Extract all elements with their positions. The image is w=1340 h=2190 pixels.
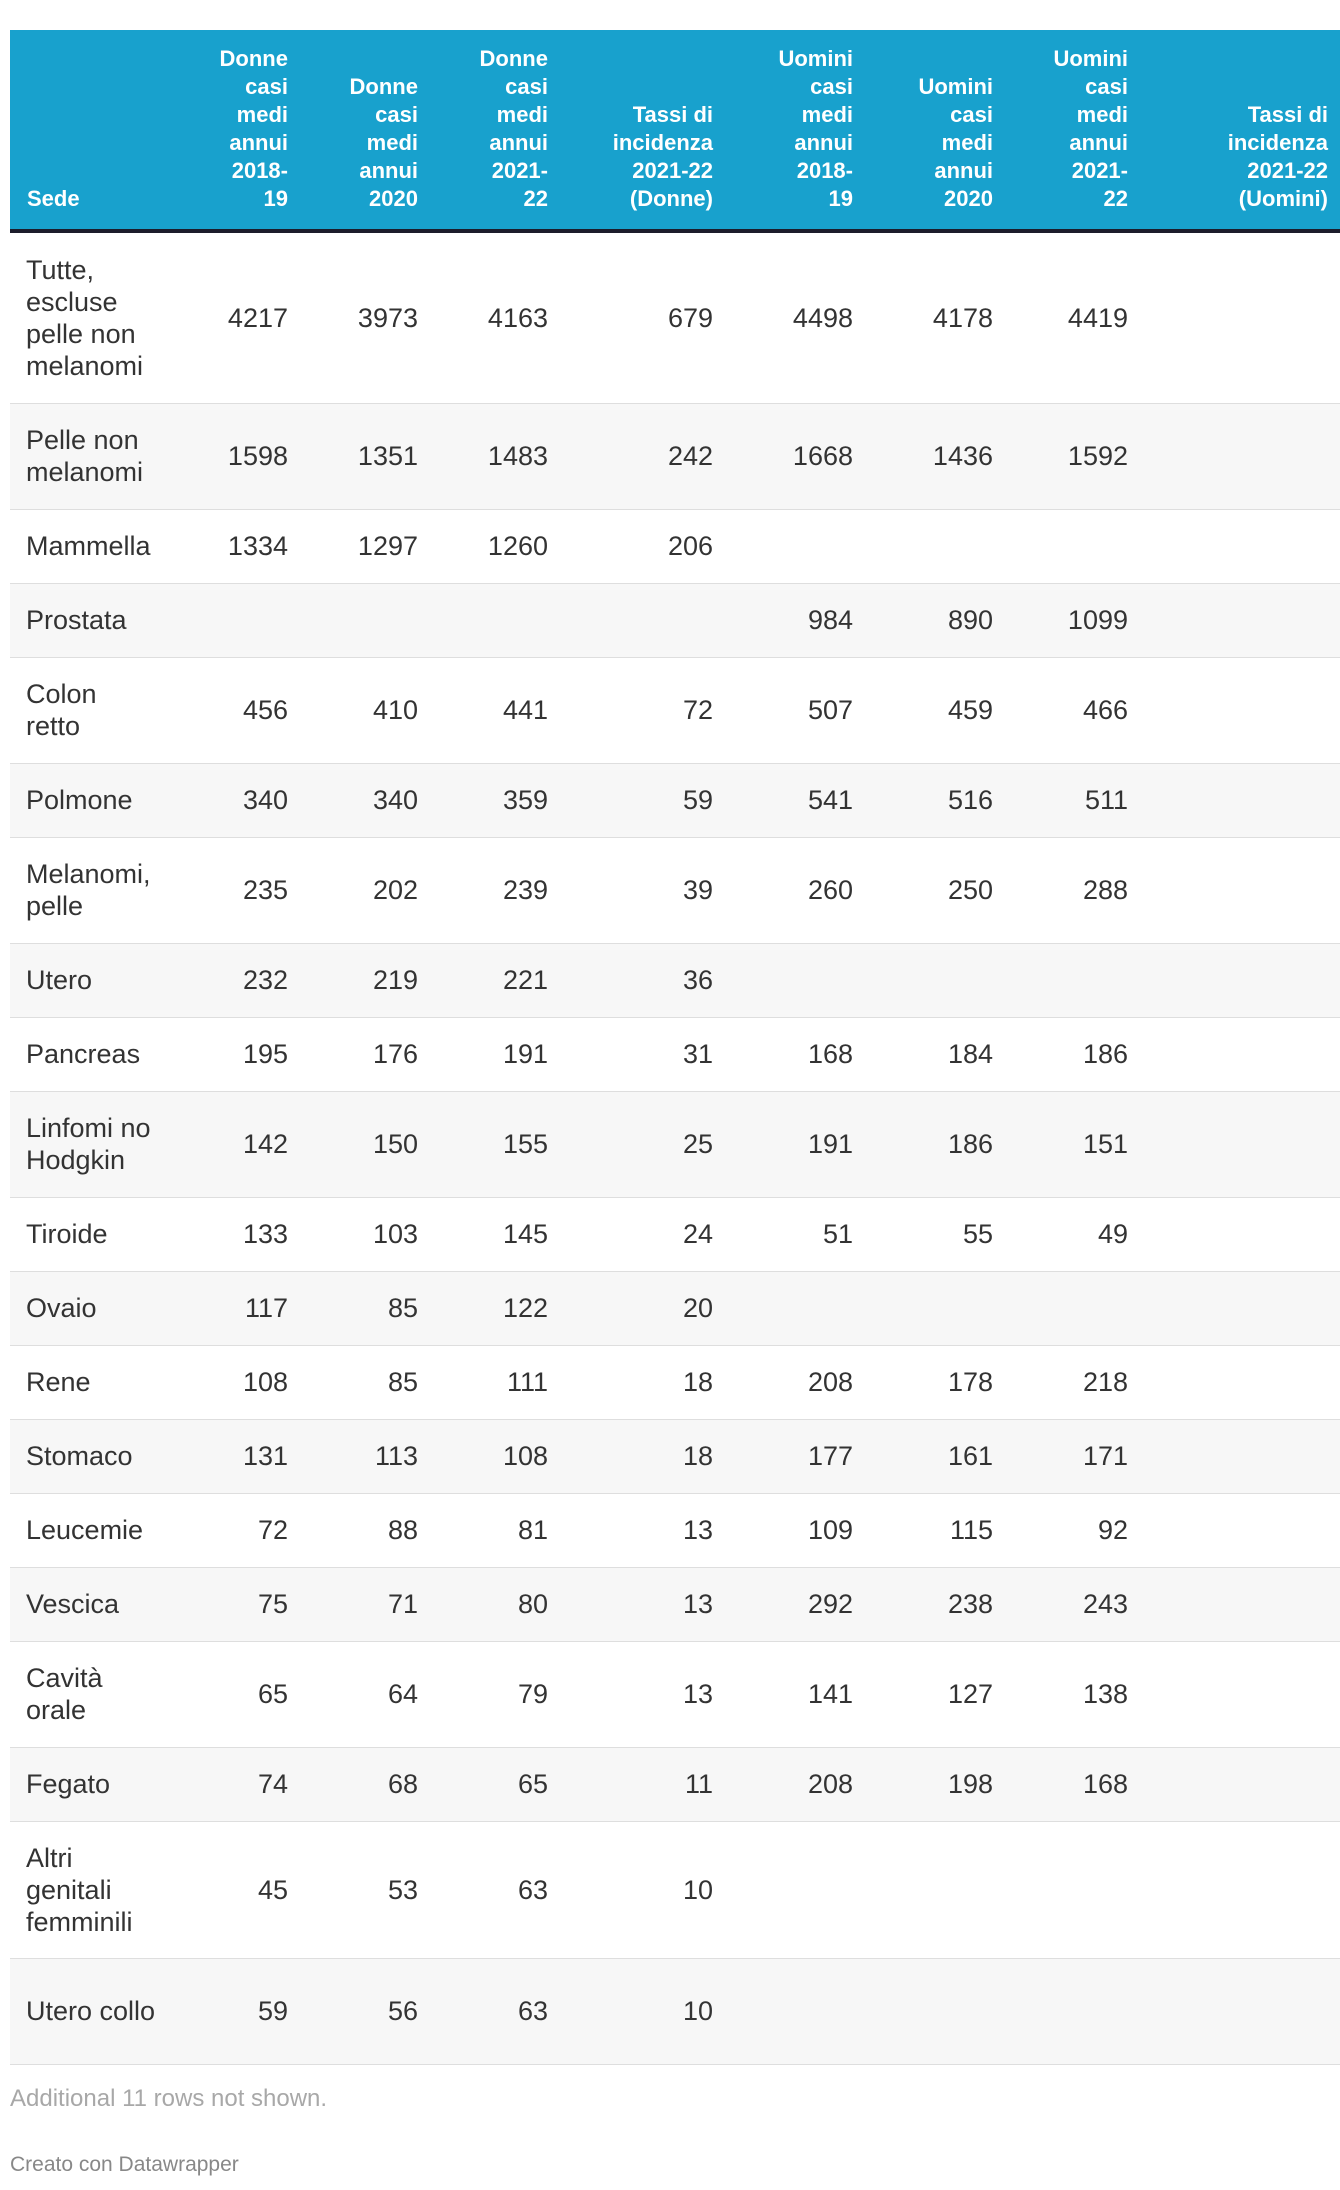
value-cell: 1334 <box>170 509 300 583</box>
value-cell: 18 <box>560 1345 725 1419</box>
value-cell <box>430 583 560 657</box>
value-cell <box>1140 1821 1340 1958</box>
value-cell: 186 <box>1005 1017 1140 1091</box>
data-table <box>10 30 1340 2065</box>
value-cell <box>300 583 430 657</box>
row-label-cell: Prostata <box>10 583 170 657</box>
value-cell <box>865 943 1005 1017</box>
value-cell <box>865 1271 1005 1345</box>
value-cell: 511 <box>1005 763 1140 837</box>
column-header[interactable] <box>1005 30 1140 231</box>
value-cell: 111 <box>430 1345 560 1419</box>
row-label-cell: Ovaio <box>10 1271 170 1345</box>
value-cell: 36 <box>560 943 725 1017</box>
row-label-cell: Fegato <box>10 1747 170 1821</box>
value-cell: 85 <box>300 1271 430 1345</box>
value-cell <box>170 583 300 657</box>
value-cell: 176 <box>300 1017 430 1091</box>
value-cell: 238 <box>865 1567 1005 1641</box>
column-header[interactable] <box>170 30 300 231</box>
value-cell: 1598 <box>170 403 300 509</box>
table-row <box>10 1197 1340 1271</box>
value-cell: 260 <box>725 837 865 943</box>
value-cell: 168 <box>725 1017 865 1091</box>
value-cell <box>1140 1641 1340 1747</box>
row-label-cell: Stomaco <box>10 1419 170 1493</box>
row-label-cell: Linfomi no Hodgkin <box>10 1091 170 1197</box>
row-label-cell: Leucemie <box>10 1493 170 1567</box>
value-cell: 235 <box>170 837 300 943</box>
value-cell: 516 <box>865 763 1005 837</box>
row-label-cell: Utero <box>10 943 170 1017</box>
table-header <box>10 30 1340 231</box>
value-cell: 133 <box>170 1197 300 1271</box>
table-row <box>10 1958 1340 2064</box>
value-cell <box>1140 1567 1340 1641</box>
table-row <box>10 1017 1340 1091</box>
value-cell: 64 <box>300 1641 430 1747</box>
column-header-label: Tassi di incidenza 2021-22 (Uomini) <box>1227 102 1328 211</box>
value-cell: 4178 <box>865 231 1005 403</box>
value-cell: 113 <box>300 1419 430 1493</box>
value-cell: 18 <box>560 1419 725 1493</box>
column-header-label: Tassi di incidenza 2021-22 (Donne) <box>612 102 713 211</box>
column-header-label: Uomini casi medi annui 2021-22 <box>1053 46 1128 211</box>
value-cell: 984 <box>725 583 865 657</box>
table-row <box>10 509 1340 583</box>
value-cell: 131 <box>170 1419 300 1493</box>
value-cell: 1483 <box>430 403 560 509</box>
value-cell: 1436 <box>865 403 1005 509</box>
value-cell: 195 <box>170 1017 300 1091</box>
value-cell: 63 <box>430 1958 560 2064</box>
value-cell <box>1140 657 1340 763</box>
value-cell: 10 <box>560 1821 725 1958</box>
value-cell: 250 <box>865 837 1005 943</box>
value-cell: 85 <box>300 1345 430 1419</box>
value-cell: 359 <box>430 763 560 837</box>
value-cell: 74 <box>170 1747 300 1821</box>
value-cell: 4419 <box>1005 231 1140 403</box>
value-cell: 142 <box>170 1091 300 1197</box>
value-cell: 20 <box>560 1271 725 1345</box>
column-header[interactable] <box>10 30 170 231</box>
value-cell: 890 <box>865 583 1005 657</box>
value-cell: 198 <box>865 1747 1005 1821</box>
value-cell: 218 <box>1005 1345 1140 1419</box>
value-cell: 288 <box>1005 837 1140 943</box>
value-cell: 59 <box>560 763 725 837</box>
value-cell <box>725 1271 865 1345</box>
value-cell: 191 <box>430 1017 560 1091</box>
value-cell <box>1005 1958 1140 2064</box>
value-cell: 51 <box>725 1197 865 1271</box>
column-header[interactable] <box>725 30 865 231</box>
value-cell <box>1005 943 1140 1017</box>
value-cell: 410 <box>300 657 430 763</box>
value-cell: 1297 <box>300 509 430 583</box>
value-cell: 186 <box>865 1091 1005 1197</box>
value-cell <box>1140 1747 1340 1821</box>
value-cell <box>1140 1958 1340 2064</box>
column-header[interactable] <box>865 30 1005 231</box>
value-cell <box>1140 837 1340 943</box>
table-row <box>10 583 1340 657</box>
value-cell: 55 <box>865 1197 1005 1271</box>
value-cell: 56 <box>300 1958 430 2064</box>
value-cell: 71 <box>300 1567 430 1641</box>
table-row <box>10 1821 1340 1958</box>
value-cell: 1351 <box>300 403 430 509</box>
rows-hidden-note: Additional 11 rows not shown. <box>10 2085 328 2112</box>
value-cell <box>1140 1345 1340 1419</box>
value-cell: 75 <box>170 1567 300 1641</box>
table-row <box>10 403 1340 509</box>
row-label-cell: Polmone <box>10 763 170 837</box>
value-cell: 4498 <box>725 231 865 403</box>
value-cell: 171 <box>1005 1419 1140 1493</box>
value-cell: 103 <box>300 1197 430 1271</box>
table-row <box>10 1271 1340 1345</box>
value-cell <box>1140 509 1340 583</box>
value-cell: 1592 <box>1005 403 1140 509</box>
table-container <box>10 30 1328 2065</box>
value-cell <box>1140 403 1340 509</box>
value-cell: 150 <box>300 1091 430 1197</box>
value-cell: 25 <box>560 1091 725 1197</box>
value-cell: 79 <box>430 1641 560 1747</box>
value-cell: 541 <box>725 763 865 837</box>
value-cell: 117 <box>170 1271 300 1345</box>
value-cell: 208 <box>725 1345 865 1419</box>
table-row <box>10 763 1340 837</box>
value-cell: 24 <box>560 1197 725 1271</box>
value-cell: 219 <box>300 943 430 1017</box>
value-cell: 13 <box>560 1567 725 1641</box>
value-cell <box>1140 583 1340 657</box>
value-cell <box>865 509 1005 583</box>
value-cell: 679 <box>560 231 725 403</box>
row-label-cell: Tutte, escluse pelle non melanomi <box>10 231 170 403</box>
table-row <box>10 1091 1340 1197</box>
header-row <box>10 30 1340 231</box>
row-label-cell: Rene <box>10 1345 170 1419</box>
value-cell <box>1005 1271 1140 1345</box>
value-cell: 232 <box>170 943 300 1017</box>
value-cell: 292 <box>725 1567 865 1641</box>
value-cell: 155 <box>430 1091 560 1197</box>
column-header-label: Uomini casi medi annui 2020 <box>918 74 993 211</box>
column-header[interactable] <box>1140 30 1340 231</box>
value-cell <box>1140 943 1340 1017</box>
table-row <box>10 1747 1340 1821</box>
value-cell: 221 <box>430 943 560 1017</box>
value-cell: 1099 <box>1005 583 1140 657</box>
value-cell: 151 <box>1005 1091 1140 1197</box>
column-header-label: Donne casi medi annui 2021-22 <box>479 46 548 211</box>
value-cell: 4163 <box>430 231 560 403</box>
value-cell <box>725 1958 865 2064</box>
value-cell: 4217 <box>170 231 300 403</box>
value-cell <box>1005 509 1140 583</box>
table-row <box>10 1641 1340 1747</box>
column-header-label: Donne casi medi annui 2020 <box>349 74 418 211</box>
value-cell <box>725 943 865 1017</box>
value-cell: 11 <box>560 1747 725 1821</box>
column-header-label: Sede <box>27 186 80 211</box>
value-cell: 65 <box>170 1641 300 1747</box>
value-cell <box>725 509 865 583</box>
value-cell: 53 <box>300 1821 430 1958</box>
value-cell: 208 <box>725 1747 865 1821</box>
value-cell: 191 <box>725 1091 865 1197</box>
value-cell: 141 <box>725 1641 865 1747</box>
value-cell: 206 <box>560 509 725 583</box>
table-row <box>10 1345 1340 1419</box>
value-cell: 340 <box>170 763 300 837</box>
column-header-label: Uomini casi medi annui 2018-19 <box>778 46 853 211</box>
value-cell: 466 <box>1005 657 1140 763</box>
row-label-cell: Pancreas <box>10 1017 170 1091</box>
value-cell: 72 <box>170 1493 300 1567</box>
value-cell: 3973 <box>300 231 430 403</box>
value-cell: 80 <box>430 1567 560 1641</box>
table-row <box>10 1493 1340 1567</box>
value-cell: 242 <box>560 403 725 509</box>
value-cell: 145 <box>430 1197 560 1271</box>
value-cell: 109 <box>725 1493 865 1567</box>
value-cell: 115 <box>865 1493 1005 1567</box>
value-cell <box>865 1958 1005 2064</box>
value-cell <box>560 583 725 657</box>
column-header[interactable] <box>300 30 430 231</box>
value-cell <box>1140 1197 1340 1271</box>
value-cell: 59 <box>170 1958 300 2064</box>
value-cell <box>1140 1271 1340 1345</box>
value-cell: 1260 <box>430 509 560 583</box>
column-header[interactable] <box>430 30 560 231</box>
value-cell: 1668 <box>725 403 865 509</box>
column-header-label: Donne casi medi annui 2018-19 <box>219 46 288 211</box>
value-cell: 456 <box>170 657 300 763</box>
table-row <box>10 1419 1340 1493</box>
table-row <box>10 657 1340 763</box>
value-cell: 31 <box>560 1017 725 1091</box>
value-cell <box>1140 1419 1340 1493</box>
value-cell: 13 <box>560 1493 725 1567</box>
table-body <box>10 231 1340 2064</box>
value-cell: 202 <box>300 837 430 943</box>
value-cell: 13 <box>560 1641 725 1747</box>
value-cell: 122 <box>430 1271 560 1345</box>
value-cell: 239 <box>430 837 560 943</box>
value-cell <box>865 1821 1005 1958</box>
value-cell: 178 <box>865 1345 1005 1419</box>
value-cell: 49 <box>1005 1197 1140 1271</box>
value-cell: 441 <box>430 657 560 763</box>
value-cell: 72 <box>560 657 725 763</box>
row-label-cell: Vescica <box>10 1567 170 1641</box>
value-cell: 243 <box>1005 1567 1140 1641</box>
value-cell: 108 <box>170 1345 300 1419</box>
row-label-cell: Melanomi, pelle <box>10 837 170 943</box>
value-cell: 507 <box>725 657 865 763</box>
value-cell: 65 <box>430 1747 560 1821</box>
value-cell: 459 <box>865 657 1005 763</box>
row-label-cell: Pelle non melanomi <box>10 403 170 509</box>
value-cell <box>1140 1493 1340 1567</box>
value-cell <box>1005 1821 1140 1958</box>
value-cell: 161 <box>865 1419 1005 1493</box>
table-row <box>10 943 1340 1017</box>
value-cell: 81 <box>430 1493 560 1567</box>
value-cell: 168 <box>1005 1747 1140 1821</box>
row-label-cell: Colon retto <box>10 657 170 763</box>
table-row <box>10 1567 1340 1641</box>
table-row <box>10 837 1340 943</box>
value-cell <box>1140 763 1340 837</box>
row-label-cell: Utero collo <box>10 1958 170 2064</box>
value-cell <box>1140 231 1340 403</box>
value-cell: 68 <box>300 1747 430 1821</box>
value-cell <box>1140 1091 1340 1197</box>
row-label-cell: Tiroide <box>10 1197 170 1271</box>
value-cell <box>1140 1017 1340 1091</box>
column-header[interactable] <box>560 30 725 231</box>
row-label-cell: Mammella <box>10 509 170 583</box>
value-cell: 39 <box>560 837 725 943</box>
value-cell: 108 <box>430 1419 560 1493</box>
value-cell: 177 <box>725 1419 865 1493</box>
value-cell: 63 <box>430 1821 560 1958</box>
value-cell: 138 <box>1005 1641 1140 1747</box>
value-cell: 127 <box>865 1641 1005 1747</box>
value-cell <box>725 1821 865 1958</box>
datawrapper-credit: Creato con Datawrapper <box>10 2153 239 2176</box>
table-row <box>10 231 1340 403</box>
row-label-cell: Cavità orale <box>10 1641 170 1747</box>
value-cell: 88 <box>300 1493 430 1567</box>
value-cell: 184 <box>865 1017 1005 1091</box>
value-cell: 340 <box>300 763 430 837</box>
value-cell: 45 <box>170 1821 300 1958</box>
value-cell: 92 <box>1005 1493 1140 1567</box>
value-cell: 10 <box>560 1958 725 2064</box>
row-label-cell: Altri genitali femminili <box>10 1821 170 1958</box>
